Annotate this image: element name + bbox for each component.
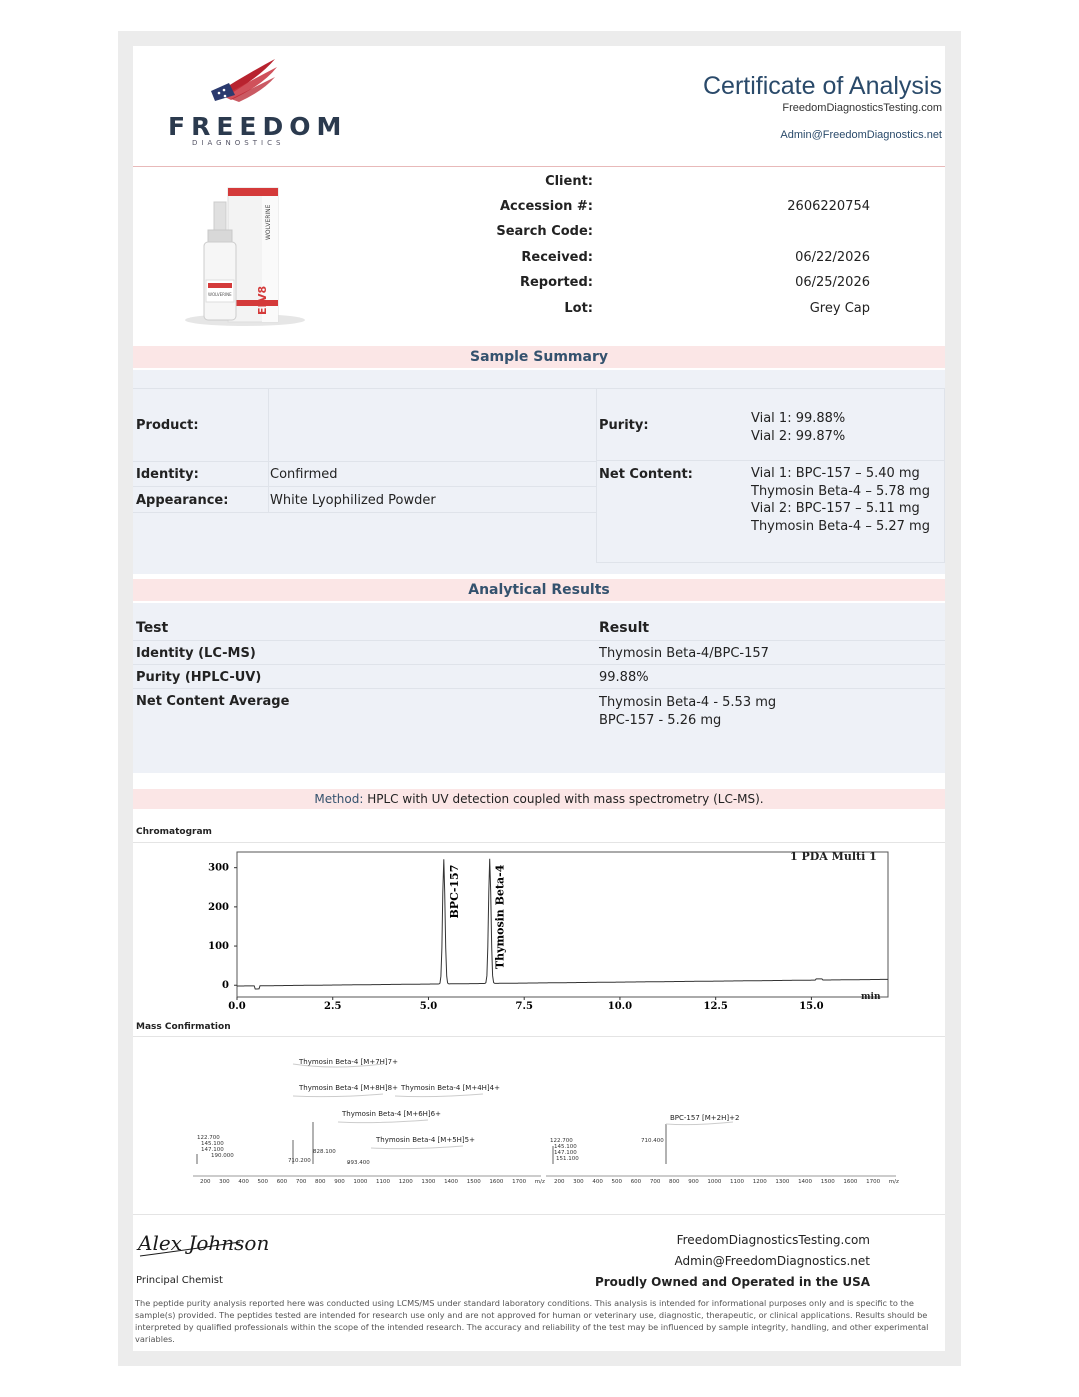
- ms-value: 145.100: [201, 1141, 224, 1147]
- x-tick-label: 2.5: [324, 1001, 342, 1012]
- ms-peak-label: Thymosin Beta-4 [M+4H]4+: [401, 1084, 500, 1092]
- client-info-label: Client:: [545, 174, 593, 189]
- test-identity: Identity (LC-MS): [136, 646, 256, 661]
- ms-axis-tick: 600: [276, 1179, 288, 1185]
- ms-axis-tick: 1500: [466, 1179, 481, 1185]
- ms-axis-tick: 700: [649, 1179, 661, 1185]
- net-content-line: Thymosin Beta-4 – 5.27 mg: [751, 518, 930, 534]
- box-name-text: WOLVERINE: [265, 204, 272, 240]
- ms-axis-tick: 900: [688, 1179, 699, 1185]
- ms-axis-tick: m/z: [888, 1179, 899, 1185]
- header-divider: [133, 166, 945, 167]
- ms-axis-tick: 800: [669, 1179, 680, 1185]
- result-net-content: [599, 694, 776, 730]
- ms-peak-label: Thymosin Beta-4 [M+8H]8+: [299, 1084, 398, 1092]
- appearance-label: Appearance:: [136, 493, 229, 508]
- y-tick-label: 100: [208, 941, 229, 953]
- y-tick-label: 200: [208, 901, 229, 913]
- footer-email: Admin@FreedomDiagnostics.net: [674, 1254, 870, 1268]
- ms-axis-tick: 800: [315, 1179, 326, 1185]
- header-email: Admin@FreedomDiagnostics.net: [780, 129, 942, 141]
- client-info-value: 2606220754: [787, 199, 870, 214]
- x-tick-label: 12.5: [703, 1001, 728, 1012]
- signer-title: Principal Chemist: [136, 1275, 223, 1286]
- ms-axis-tick: 1200: [398, 1179, 413, 1185]
- mass-spectrum-figure: [133, 1036, 945, 1196]
- sample-summary-heading: Sample Summary: [133, 346, 945, 368]
- method-text: HPLC with UV detection coupled with mass spectrometry (LC-MS).: [363, 792, 764, 806]
- ms-value: 828.100: [313, 1149, 336, 1155]
- net-content-values: [751, 465, 930, 535]
- purity-line: Vial 2: 99.87%: [751, 428, 846, 444]
- test-net-content: Net Content Average: [136, 694, 290, 709]
- peak-label: Thymosin Beta-4: [493, 864, 507, 970]
- ms-value: 122.700: [197, 1135, 220, 1141]
- x-tick-label: 15.0: [799, 1001, 824, 1012]
- ms-value: 145.100: [554, 1144, 577, 1150]
- ms-axis-tick: 1500: [820, 1179, 835, 1185]
- chromatogram-chart: [133, 842, 945, 1017]
- x-tick-label: 10.0: [607, 1001, 633, 1012]
- ms-axis-tick: 1300: [775, 1179, 790, 1185]
- logo-wordmark: FREEDOM: [168, 112, 348, 141]
- ms-axis-tick: 1000: [353, 1179, 368, 1185]
- ms-axis-tick: 900: [334, 1179, 345, 1185]
- product-image: [170, 180, 320, 330]
- ms-axis-tick: 1700: [866, 1179, 881, 1185]
- purity-values: [751, 410, 845, 445]
- method-band: [133, 789, 945, 809]
- ms-value: 190.000: [211, 1153, 234, 1159]
- ms-value: 993.400: [347, 1160, 370, 1166]
- result-line: BPC-157 - 5.26 mg: [599, 713, 722, 728]
- ms-axis-tick: m/z: [534, 1179, 545, 1185]
- client-info-value: Grey Cap: [809, 301, 870, 316]
- client-info-label: Received:: [521, 250, 593, 265]
- ms-axis-tick: 1300: [421, 1179, 436, 1185]
- net-content-line: Thymosin Beta-4 – 5.78 mg: [751, 483, 930, 499]
- footer-tagline: Proudly Owned and Operated in the USA: [594, 1275, 870, 1289]
- client-info-label: Lot:: [564, 301, 593, 316]
- peak-label: BPC-157: [447, 864, 461, 919]
- ms-axis-tick: 500: [611, 1179, 623, 1185]
- result-purity: 99.88%: [599, 670, 649, 685]
- footer-website: FreedomDiagnosticsTesting.com: [676, 1233, 870, 1247]
- method-label: Method:: [314, 792, 364, 806]
- identity-value: Confirmed: [270, 467, 338, 482]
- ms-axis-tick: 400: [592, 1179, 603, 1185]
- disclaimer-text: The peptide purity analysis reported here was conducted using LCMS/MS under standard laboratory conditions. This analysis is intended for informational purposes only and is specific to the sample(s) provided. The peptides tested are intended for research use only and are not approved for human or veterinary use, diagnostic, therapeutic, or clinical applications. Results should be interpreted by qualified professionals within the scope of the intended research. The accuracy and reliability of the test may be influenced by sample integrity, handling, and other experimental variables.: [135, 1298, 929, 1344]
- ms-axis-tick: 600: [630, 1179, 642, 1185]
- net-content-line: Vial 1: BPC-157 – 5.40 mg: [751, 466, 920, 481]
- purity-label: Purity:: [599, 418, 649, 433]
- net-content-label: Net Content:: [599, 467, 693, 482]
- plot-frame: [237, 852, 888, 997]
- ms-axis-tick: 300: [219, 1179, 230, 1185]
- signature-text: Alex Johnson: [138, 1231, 270, 1255]
- result-line: Thymosin Beta-4 - 5.53 mg: [599, 695, 777, 710]
- client-info-label: Accession #:: [499, 199, 593, 214]
- col-result-header: Result: [599, 620, 650, 636]
- ms-axis-tick: 1100: [730, 1179, 745, 1185]
- ms-axis-tick: 1600: [489, 1179, 504, 1185]
- ms-value: 122.700: [550, 1138, 573, 1144]
- ms-axis-tick: 1700: [512, 1179, 527, 1185]
- appearance-value: White Lyophilized Powder: [270, 493, 436, 508]
- ms-peak-label: Thymosin Beta-4 [M+5H]5+: [376, 1136, 475, 1144]
- ms-axis-ticks-left: [200, 1179, 545, 1185]
- ms-axis-tick: 200: [554, 1179, 565, 1185]
- ms-value: 710.400: [641, 1138, 664, 1144]
- ms-axis-tick: 200: [200, 1179, 211, 1185]
- identity-label: Identity:: [136, 467, 199, 482]
- ms-axis-tick: 300: [573, 1179, 584, 1185]
- ms-axis-tick: 1000: [707, 1179, 722, 1185]
- ms-axis-tick: 500: [257, 1179, 269, 1185]
- page-title: Certificate of Analysis: [703, 72, 942, 100]
- analytical-results-heading: Analytical Results: [133, 579, 945, 601]
- vial-label-text: WOLVERINE: [208, 292, 232, 297]
- test-purity: Purity (HPLC-UV): [136, 670, 262, 685]
- mass-confirmation-heading: Mass Confirmation: [136, 1022, 231, 1032]
- product-label: Product:: [136, 418, 199, 433]
- x-tick-label: 0.0: [228, 1001, 246, 1012]
- ms-axis-tick: 1400: [798, 1179, 813, 1185]
- x-tick-label: 7.5: [515, 1001, 533, 1012]
- x-tick-label: 5.0: [419, 1001, 438, 1012]
- purity-line: Vial 1: 99.88%: [751, 411, 846, 426]
- chromatogram-trace: [237, 859, 888, 989]
- y-tick-label: 300: [208, 862, 229, 874]
- client-info-label: Reported:: [519, 275, 593, 290]
- ms-axis-ticks-right: [554, 1179, 899, 1185]
- ms-axis-tick: 1400: [444, 1179, 459, 1185]
- ms-value: 147.100: [201, 1147, 224, 1153]
- result-identity: Thymosin Beta-4/BPC-157: [599, 646, 769, 661]
- ms-peak-label: Thymosin Beta-4 [M+6H]6+: [342, 1110, 441, 1118]
- logo-subtitle: DIAGNOSTICS: [192, 139, 285, 147]
- chromatogram-heading: Chromatogram: [136, 827, 212, 837]
- net-content-line: Vial 2: BPC-157 – 5.11 mg: [751, 501, 920, 516]
- flag-swoosh-logo-icon: [205, 55, 280, 105]
- ms-axis-tick: 400: [238, 1179, 249, 1185]
- box-brand-text: ELV8: [256, 285, 269, 315]
- col-test-header: Test: [136, 620, 169, 636]
- ms-axis-tick: 1600: [843, 1179, 858, 1185]
- chromatogram-corner-label: 1 PDA Multi 1: [790, 850, 877, 863]
- chromatogram-x-unit: min: [861, 992, 881, 1002]
- ms-axis-tick: 1100: [376, 1179, 391, 1185]
- signature-image: [136, 1220, 270, 1265]
- client-info-value: 06/25/2026: [795, 275, 870, 290]
- ms-value: 710.200: [288, 1158, 311, 1164]
- ms-peak-label: Thymosin Beta-4 [M+7H]7+: [299, 1058, 398, 1066]
- ms-value: 151.100: [556, 1156, 579, 1162]
- y-tick-label: 0: [222, 980, 229, 992]
- ms-left-small-values: [197, 1135, 234, 1159]
- ms-right-small-values: [550, 1138, 579, 1162]
- client-info-label: Search Code:: [496, 224, 593, 239]
- ms-peak-label: BPC-157 [M+2H]+2: [670, 1114, 740, 1122]
- header-website: FreedomDiagnosticsTesting.com: [782, 102, 942, 114]
- ms-axis-tick: 1200: [752, 1179, 767, 1185]
- ms-axis-tick: 700: [295, 1179, 307, 1185]
- ms-value: 147.100: [554, 1150, 577, 1156]
- client-info-value: 06/22/2026: [795, 250, 870, 265]
